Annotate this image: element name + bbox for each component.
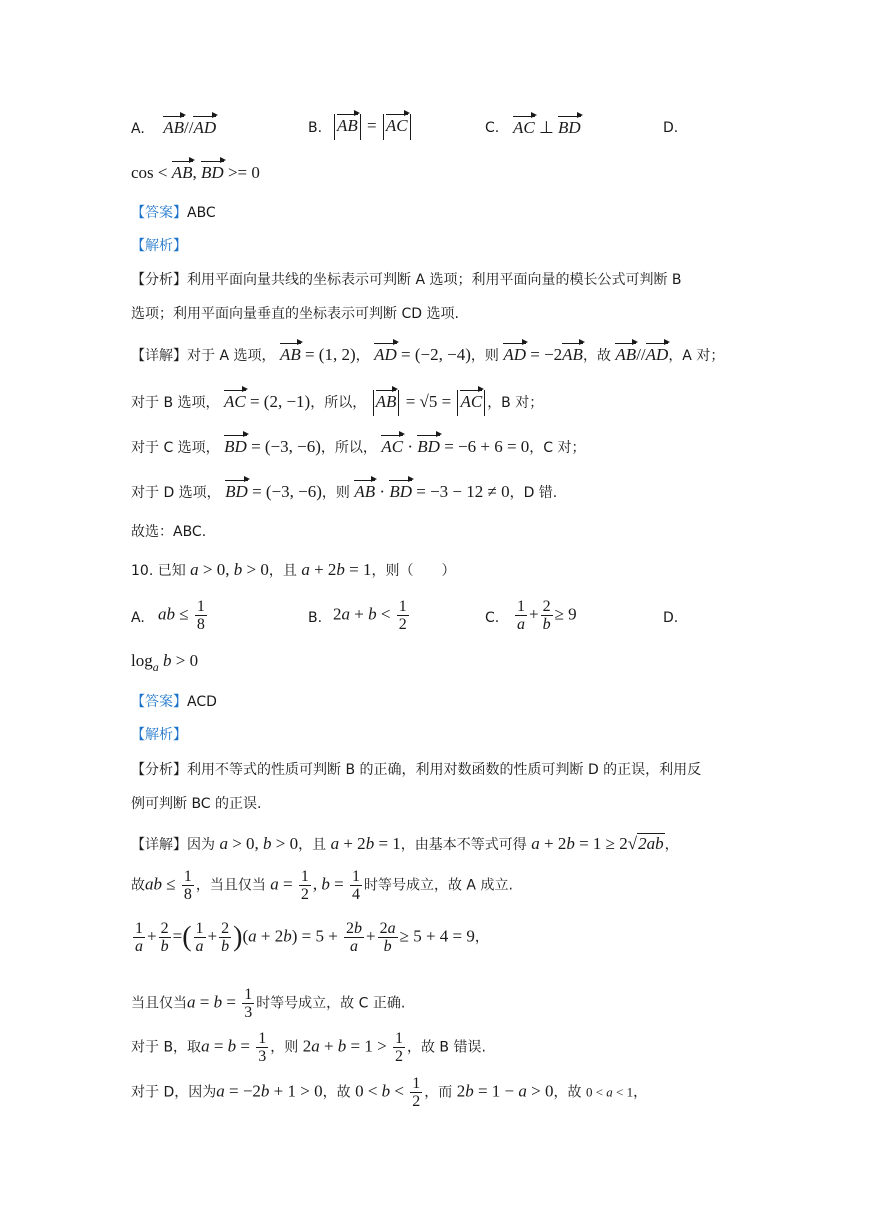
q10-detail-4: 当且仅当a = b = $\frac{1}{3}$ 时等号成立，故 C 正确. — [131, 986, 406, 1021]
q9-answer — [131, 203, 216, 223]
q9-conclusion — [131, 522, 206, 542]
q10-stem-mid: ，且 — [268, 563, 297, 579]
q9-detail-a-post: ，故 — [582, 348, 611, 364]
q9-detail-c-end: ，C 对； — [529, 440, 586, 456]
q9-answer-value: ABC — [187, 205, 216, 221]
q10-detail-5-end: ，故 B 错误. — [406, 1039, 486, 1056]
q9-detail-b-end: ，B 对； — [487, 395, 544, 411]
q9-analysis-heading — [131, 236, 187, 256]
q10-detail-6-mid2: ，而 — [424, 1084, 453, 1101]
q9-options-row — [131, 116, 679, 139]
q10-detail-2: 故ab ≤ $\frac{1}{8}$ ，当且仅当 a = $\frac{1}{2}$ , b = $\frac{1}{4}$ 时等号成立，故 A 成立. — [131, 868, 513, 903]
q10-detail-1-mid2: ，由基本不等式可得 — [400, 837, 527, 853]
q10-fenxi-label: 【分析】 — [131, 762, 187, 778]
q9-fenxi-line-2 — [131, 304, 459, 324]
q10-option-a-math: ab ≤ $\frac{1}{8}$ — [158, 598, 205, 633]
q10-answer — [131, 692, 217, 712]
q10-detail-2-mid: ，当且仅当 — [195, 877, 266, 894]
q9-detail-a-mid: ，则 — [470, 348, 499, 364]
q10-detail-1-mid: ，且 — [298, 837, 327, 853]
q9-option-d-math: cos < AB, BD >= 0 — [131, 163, 260, 182]
q9-option-a-label: A. — [131, 121, 145, 137]
q10-detail-5-pre: 对于 B，取 — [131, 1039, 202, 1056]
q10-answer-label: 【答案】 — [131, 694, 187, 710]
q9-fenxi-text-1: 利用平面向量共线的坐标表示可判断 A 选项；利用平面向量的模长公式可判断 B — [187, 272, 682, 288]
q9-detail-d-pre: 对于 D 选项， — [131, 485, 221, 501]
q9-fenxi-label: 【分析】 — [131, 272, 187, 288]
q10-stem-pre: 10. 已知 — [131, 563, 186, 579]
q10-detail-5-mid: ，则 — [270, 1039, 299, 1056]
q9-option-a-math: AB//AD — [163, 118, 217, 137]
q10-analysis-heading — [131, 725, 187, 745]
q9-detail-c-pre: 对于 C 选项， — [131, 440, 220, 456]
q9-option-c-math: AC ⊥ BD — [513, 118, 581, 137]
q10-option-d-label: D. — [663, 610, 679, 626]
q9-option-b-math: AB = AC — [332, 114, 413, 140]
q10-detail-1: 【详解】因为 a > 0, b > 0，且 a + 2b = 1，由基本不等式可得 a + 2b = 1 ≥ 2√2ab， — [131, 834, 679, 853]
q10-detail-label: 【详解】 — [131, 837, 187, 853]
q10-detail-1-end: ， — [664, 837, 679, 853]
q9-detail-label: 【详解】 — [131, 348, 187, 364]
q10-detail-6-end: ， — [633, 1084, 648, 1101]
q10-option-b-label: B. — [308, 610, 323, 626]
q10-detail-2-end: 时等号成立，故 A 成立. — [363, 877, 513, 894]
q10-detail-3: $\frac{1}{a}$ + $\frac{2}{b}$ =( $\frac{1}{a}$ + $\frac{2}{b}$ )(a + 2b) = 5 + $\frac{2b}{a}$ + $\frac{2a}{b}$ ≥ 5 + 4 = 9， — [135, 920, 489, 955]
q10-option-d-math: loga b > 0 — [131, 651, 199, 674]
q9-analysis-label: 【解析】 — [131, 238, 187, 254]
q10-detail-6-mid3: ，故 — [553, 1084, 582, 1101]
q9-detail-b-pre: 对于 B 选项， — [131, 395, 220, 411]
q9-detail-a-end: ，A 对； — [668, 348, 725, 364]
q9-detail-b-mid: ，所以， — [310, 395, 367, 411]
q10-fenxi-text-1: 利用不等式的性质可判断 B 的正确，利用对数函数的性质可判断 D 的正误，利用反 — [187, 762, 702, 778]
q9-detail-c: 对于 C 选项， BD = (−3, −6)，所以， AC · BD = −6 + 6 = 0，C 对； — [131, 437, 586, 456]
q9-fenxi-text-2: 选项；利用平面向量垂直的坐标表示可判断 CD 选项. — [131, 306, 459, 322]
q10-detail-6-pre: 对于 D，因为 — [131, 1084, 217, 1101]
q9-detail-d-mid: ，则 — [321, 485, 350, 501]
q10-detail-3-end: ， — [474, 929, 489, 946]
q9-answer-label: 【答案】 — [131, 205, 187, 221]
q10-fenxi-text-2: 例可判断 BC 的正误. — [131, 796, 262, 812]
q10-detail-6: 对于 D，因为a = −2b + 1 > 0，故 0 < b < $\frac{1}{2}$ ，而 2b = 1 − a > 0，故 0 < a < 1， — [131, 1075, 648, 1110]
q10-detail-2-pre: 故 — [131, 877, 145, 894]
q10-analysis-label: 【解析】 — [131, 727, 187, 743]
q10-fenxi-line-1 — [131, 760, 701, 780]
q9-detail-a: 【详解】对于 A 选项， AB = (1, 2)， AD = (−2, −4)，则 AD = −2AB，故 AB//AD，A 对； — [131, 345, 725, 364]
q9-option-c-label: C. — [485, 120, 500, 136]
q10-option-c-math: $\frac{1}{a}$ + $\frac{2}{b}$ ≥ 9 — [517, 598, 577, 633]
q9-detail-c-mid: ，所以， — [320, 440, 377, 456]
q9-conclusion-text: 故选：ABC. — [131, 524, 207, 540]
q10-detail-4-pre: 当且仅当 — [131, 995, 187, 1012]
q10-fenxi-line-2 — [131, 794, 261, 814]
q10-detail-5: 对于 B，取a = b = $\frac{1}{3}$ ，则 2a + b = 1 > $\frac{1}{2}$ ，故 B 错误. — [131, 1030, 486, 1065]
q10-answer-value: ACD — [187, 694, 217, 710]
q9-detail-d: 对于 D 选项， BD = (−3, −6)，则 AB · BD = −3 − 12 ≠ 0，D 错. — [131, 482, 558, 501]
q10-stem: 10. 已知 a > 0, b > 0，且 a + 2b = 1，则（ ） — [131, 560, 456, 579]
q9-detail-a-pre: 对于 A 选项， — [187, 348, 276, 364]
q10-option-b-math: 2a + b < $\frac{1}{2}$ — [333, 598, 407, 633]
q9-option-b-label: B. — [308, 120, 323, 136]
q9-option-d-label: D. — [663, 120, 679, 136]
q10-stem-post: ，则（ ） — [371, 563, 456, 579]
q9-detail-d-end: ，D 错. — [509, 485, 558, 501]
q10-detail-4-end: 时等号成立，故 C 正确. — [256, 995, 406, 1012]
q9-detail-b: 对于 B 选项， AC = (2, −1)，所以， AB = √5 = AC ，B 对； — [131, 390, 543, 416]
q10-option-c-label: C. — [485, 610, 500, 626]
q10-detail-6-mid: ，故 — [322, 1084, 351, 1101]
q9-fenxi-line-1 — [131, 270, 682, 290]
q10-detail-1-pre: 因为 — [187, 837, 215, 853]
q10-option-a-label: A. — [131, 610, 145, 626]
